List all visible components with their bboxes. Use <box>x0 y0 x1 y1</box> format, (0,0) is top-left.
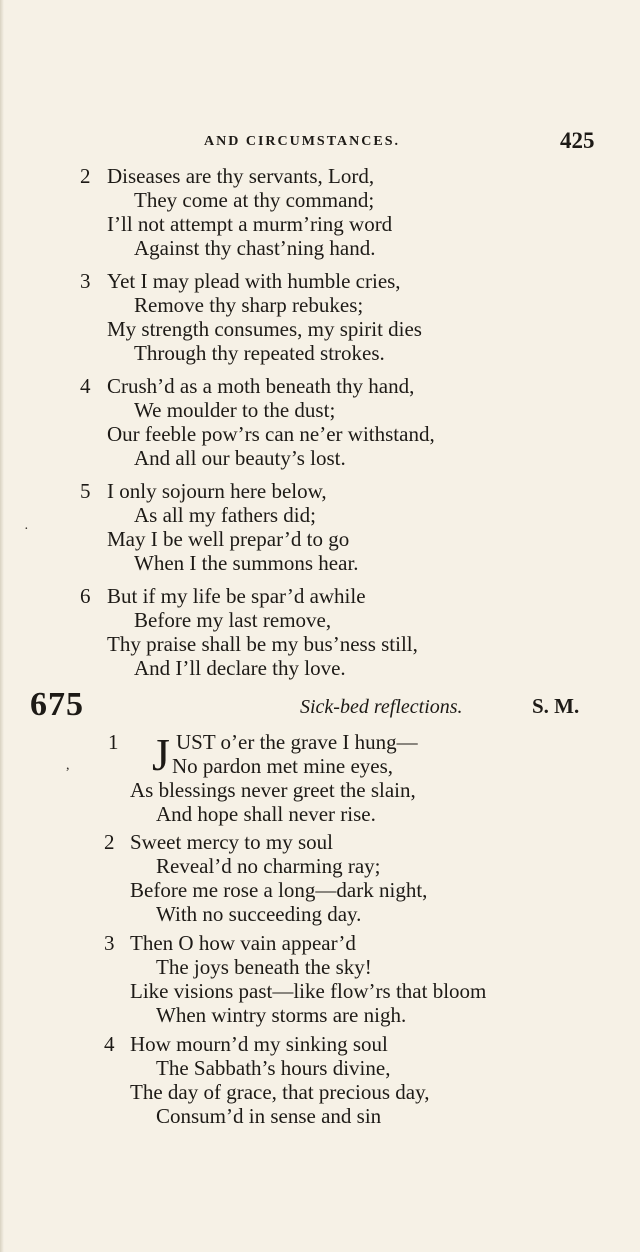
stanza-line: Through thy repeated strokes. <box>134 341 385 365</box>
stanza-line: Yet I may plead with humble cries, <box>107 269 401 293</box>
drop-cap: J <box>152 729 170 780</box>
print-speck: , <box>66 758 70 773</box>
running-head: AND CIRCUMSTANCES. <box>204 134 400 149</box>
stanza-line: Thy praise shall be my bus’ness still, <box>107 632 418 656</box>
stanza-line: Sweet mercy to my soul <box>130 830 333 854</box>
stanza-line: The Sabbath’s hours divine, <box>156 1056 391 1080</box>
stanza-line: How mourn’d my sinking soul <box>130 1032 388 1056</box>
stanza-line: When I the summons hear. <box>134 551 359 575</box>
verse-number: 2 <box>80 164 91 188</box>
verse-number: 2 <box>104 830 115 854</box>
stanza-line: My strength consumes, my spirit dies <box>107 317 422 341</box>
stanza-line: And all our beauty’s lost. <box>134 446 346 470</box>
stanza-line: UST o’er the grave I hung— <box>176 730 418 754</box>
verse-number: 6 <box>80 584 91 608</box>
verse-number: 4 <box>104 1032 115 1056</box>
stanza-line: And I’ll declare thy love. <box>134 656 346 680</box>
print-speck: · <box>24 522 29 537</box>
stanza-line: Before my last remove, <box>134 608 332 632</box>
stanza-line: The day of grace, that precious day, <box>130 1080 430 1104</box>
stanza-line: The joys beneath the sky! <box>156 955 372 979</box>
stanza-line: Against thy chast’ning hand. <box>134 236 376 260</box>
stanza-line: Reveal’d no charming ray; <box>156 854 381 878</box>
stanza-line: Then O how vain appear’d <box>130 931 356 955</box>
hymn-heading <box>0 686 640 726</box>
verse-number: 5 <box>80 479 91 503</box>
stanza-line: Consum’d in sense and sin <box>156 1104 382 1128</box>
verse-number: 3 <box>104 931 115 955</box>
stanza-line: Remove thy sharp rebukes; <box>134 293 364 317</box>
verse-number: 4 <box>80 374 91 398</box>
stanza-line: I only sojourn here below, <box>107 479 327 503</box>
page-edge <box>0 0 4 1252</box>
stanza-line: We moulder to the dust; <box>134 398 336 422</box>
stanza-line: As blessings never greet the slain, <box>130 778 416 802</box>
hymn-title: Sick-bed reflections. <box>300 696 463 718</box>
hymn-number: 675 <box>30 686 84 723</box>
stanza-line: I’ll not attempt a murm’ring word <box>107 212 393 236</box>
stanza-line: When wintry storms are nigh. <box>156 1003 407 1027</box>
hymn-meter: S. M. <box>532 694 580 718</box>
stanza-line: Our feeble pow’rs can ne’er withstand, <box>107 422 435 446</box>
stanza-line: Like visions past—like flow’rs that bloom <box>130 979 487 1003</box>
stanza-line: As all my fathers did; <box>134 503 316 527</box>
page-header <box>0 128 640 158</box>
stanza-line: They come at thy command; <box>134 188 375 212</box>
stanza-line: But if my life be spar’d awhile <box>107 584 366 608</box>
stanza-line: May I be well prepar’d to go <box>107 527 350 551</box>
stanza-line: With no succeeding day. <box>156 902 362 926</box>
stanza-line: Diseases are thy servants, Lord, <box>107 164 375 188</box>
stanza-line: Before me rose a long—dark night, <box>130 878 428 902</box>
stanza-line: No pardon met mine eyes, <box>172 754 394 778</box>
verse-number: 1 <box>108 730 119 754</box>
stanza-line: And hope shall never rise. <box>156 802 376 826</box>
verse-number: 3 <box>80 269 91 293</box>
stanza-line: Crush’d as a moth beneath thy hand, <box>107 374 415 398</box>
page-number: 425 <box>560 128 595 153</box>
